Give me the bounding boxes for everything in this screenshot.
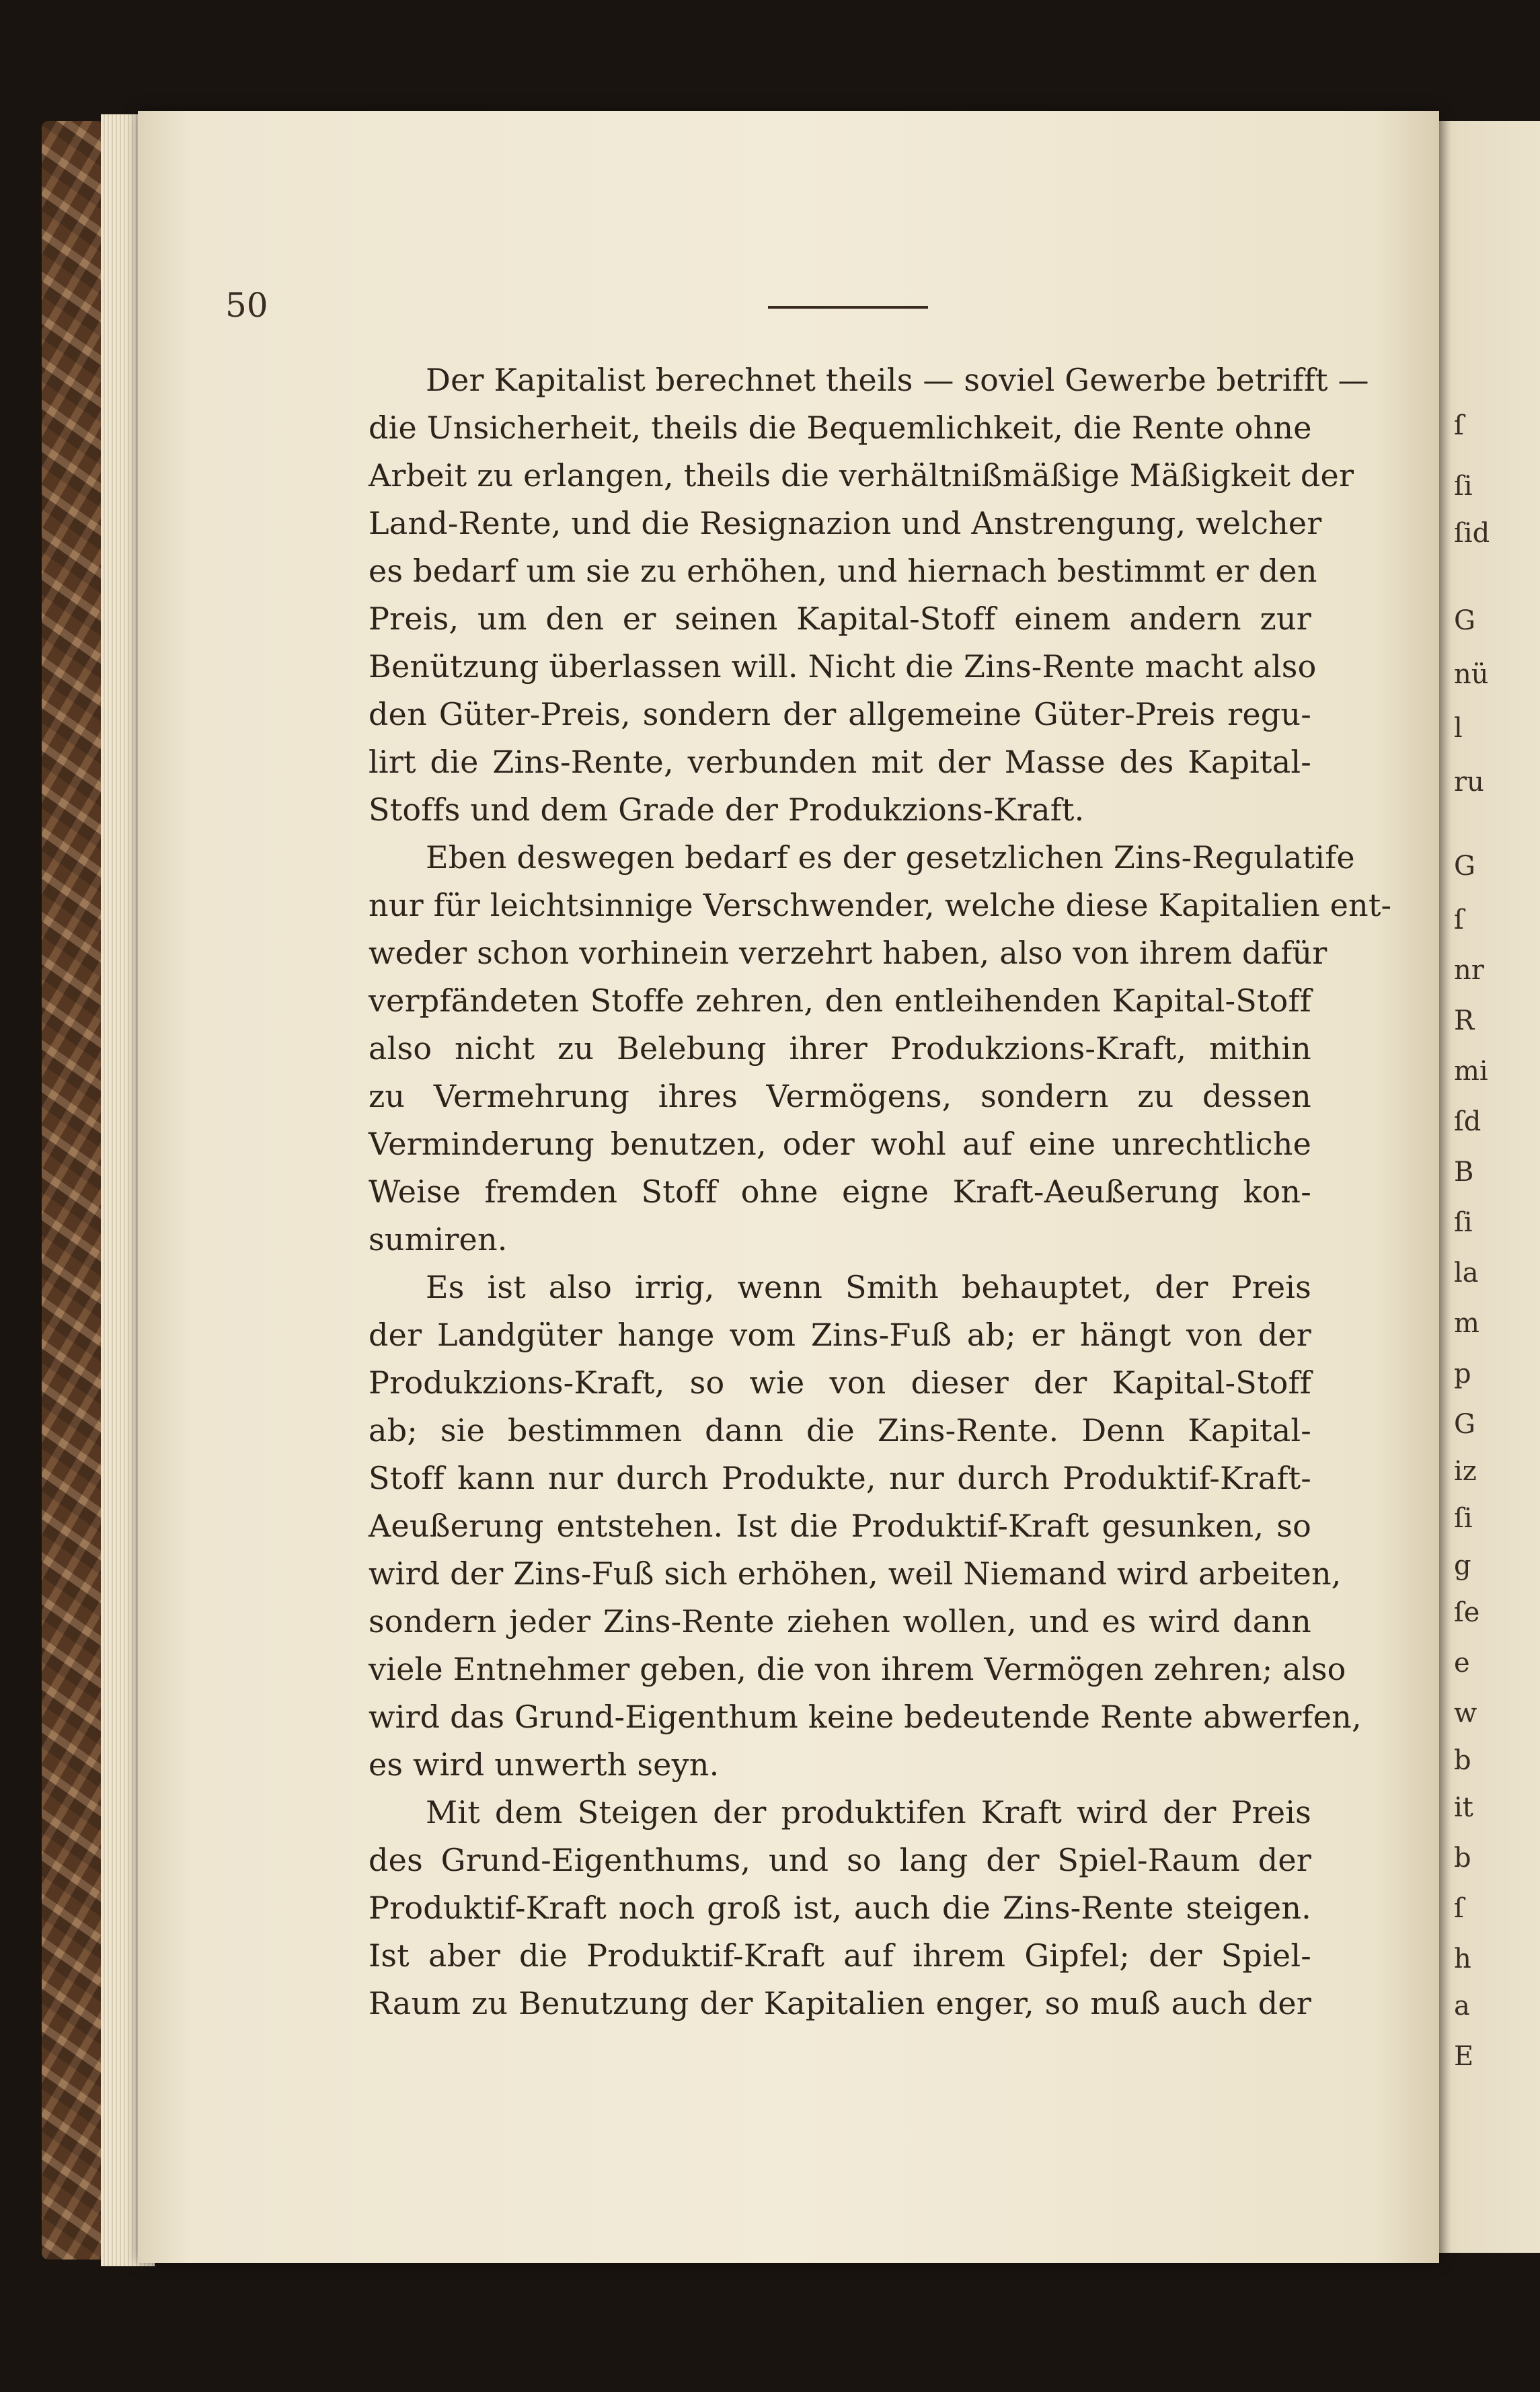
facing-page-fragment: ſi [1454,1207,1473,1238]
facing-page-fragment: ſe [1454,1597,1480,1628]
text-line: Stoff kann nur durch Produkte, nur durch Produktif-Kraft- [369,1460,1311,1496]
facing-page-fragment: nr [1454,955,1484,986]
text-line: lirt die Zins-Rente, verbunden mit der Masse des Kapital- [369,744,1311,780]
text-line: Land-Rente, und die Resignazion und Anstrengung, welcher [369,505,1322,541]
facing-page-fragment: ſ [1454,1893,1464,1924]
facing-page-fragment: it [1454,1792,1473,1823]
facing-page-fragment: mi [1454,1056,1488,1087]
text-line: den Güter-Preis, sondern der allgemeine Güter-Preis regu- [369,696,1311,732]
text-line: Stoffs und dem Grade der Produkzions-Kraft. [369,792,1085,828]
text-line: Arbeit zu erlangen, theils die verhältnißmäßige Mäßigkeit der [369,457,1354,494]
facing-page-fragment: g [1454,1550,1471,1581]
text-line: viele Entnehmer geben, die von ihrem Vermögen zehren; also [369,1651,1346,1687]
facing-page-fragment: b [1454,1843,1471,1874]
text-line: Preis, um den er seinen Kapital-Stoff einem andern zur [369,601,1311,637]
text-line: zu Vermehrung ihres Vermögens, sondern zu dessen [369,1078,1311,1114]
facing-page-edge [1439,121,1540,2253]
facing-page-fragment: E [1454,2041,1474,2072]
text-line: nur für leichtsinnige Verschwender, welche diese Kapitalien ent- [369,887,1392,923]
facing-page-fragment: e [1454,1648,1470,1679]
facing-page-fragment: B [1454,1157,1474,1188]
facing-page-fragment: nü [1454,659,1489,690]
text-line: Produkzions-Kraft, so wie von dieser der Kapital-Stoff [369,1364,1311,1401]
text-line: Mit dem Steigen der produktifen Kraft wird der Preis [426,1794,1311,1830]
text-line: wird der Zins-Fuß sich erhöhen, weil Niemand wird arbeiten, [369,1555,1342,1592]
page-number: 50 [225,286,268,325]
facing-page-fragment: G [1454,851,1475,882]
facing-page-fragment: G [1454,605,1475,636]
facing-page-fragment: iz [1454,1456,1477,1487]
text-line: der Landgüter hange vom Zins-Fuß ab; er hängt von der [369,1317,1311,1353]
text-line: weder schon vorhinein verzehrt haben, also von ihrem dafür [369,935,1327,971]
facing-page-fragment: la [1454,1258,1479,1288]
text-line: des Grund-Eigenthums, und so lang der Spiel-Raum der [369,1842,1311,1878]
text-line: es bedarf um sie zu erhöhen, und hiernach bestimmt er den [369,553,1317,589]
facing-page-fragment: ſ [1454,904,1464,935]
text-line: Weise fremden Stoff ohne eigne Kraft-Aeußerung kon- [369,1173,1311,1210]
text-line: Eben deswegen bedarf es der gesetzlichen Zins-Regulatife [426,839,1355,876]
text-line: Der Kapitalist berechnet theils — soviel Gewerbe betrifft — [426,362,1369,398]
facing-page-fragment: h [1454,1943,1471,1974]
text-line: wird das Grund-Eigenthum keine bedeutende Rente abwerfen, [369,1699,1362,1735]
text-line: sondern jeder Zins-Rente ziehen wollen, und es wird dann [369,1603,1311,1639]
header-rule [768,306,928,309]
facing-page-fragment: m [1454,1308,1479,1339]
text-line: Produktif-Kraft noch groß ist, auch die Zins-Rente steigen. [369,1890,1311,1926]
facing-page-fragment: ru [1454,767,1484,798]
text-line: Ist aber die Produktif-Kraft auf ihrem Gipfel; der Spiel- [369,1937,1311,1974]
page-text [369,356,1392,2028]
text-line: sumiren. [369,1221,508,1258]
facing-page-fragment: b [1454,1745,1471,1776]
facing-page-fragment: l [1454,713,1463,744]
text-line: Raum zu Benutzung der Kapitalien enger, so muß auch der [369,1985,1311,2021]
text-line: Aeußerung entstehen. Ist die Produktif-Kraft gesunken, so [369,1508,1311,1544]
text-line: die Unsicherheit, theils die Bequemlichkeit, die Rente ohne [369,410,1312,446]
facing-page-fragment: G [1454,1409,1475,1440]
text-line: verpfändeten Stoffe zehren, den entleihenden Kapital-Stoff [369,982,1311,1019]
text-line: Benützung überlassen will. Nicht die Zins-Rente macht also [369,648,1317,685]
facing-page-fragment: ſ [1454,410,1464,441]
facing-page-fragment: ſi [1454,1503,1473,1534]
text-line: es wird unwerth seyn. [369,1746,720,1783]
text-line: also nicht zu Belebung ihrer Produkzions-Kraft, mithin [369,1030,1311,1067]
facing-page-fragment: ſi [1454,471,1473,502]
text-line: ab; sie bestimmen dann die Zins-Rente. Denn Kapital- [369,1412,1311,1449]
facing-page-fragment: w [1454,1698,1477,1729]
facing-page-fragment: ſid [1454,518,1490,549]
facing-page-fragment: R [1454,1005,1475,1036]
text-line: Verminderung benutzen, oder wohl auf eine unrechtliche [369,1126,1311,1162]
facing-page-fragment: a [1454,1991,1470,2021]
facing-page-fragment: p [1454,1358,1471,1389]
facing-page-fragment: ſd [1454,1106,1481,1137]
text-line: Es ist also irrig, wenn Smith behauptet, der Preis [426,1269,1311,1305]
